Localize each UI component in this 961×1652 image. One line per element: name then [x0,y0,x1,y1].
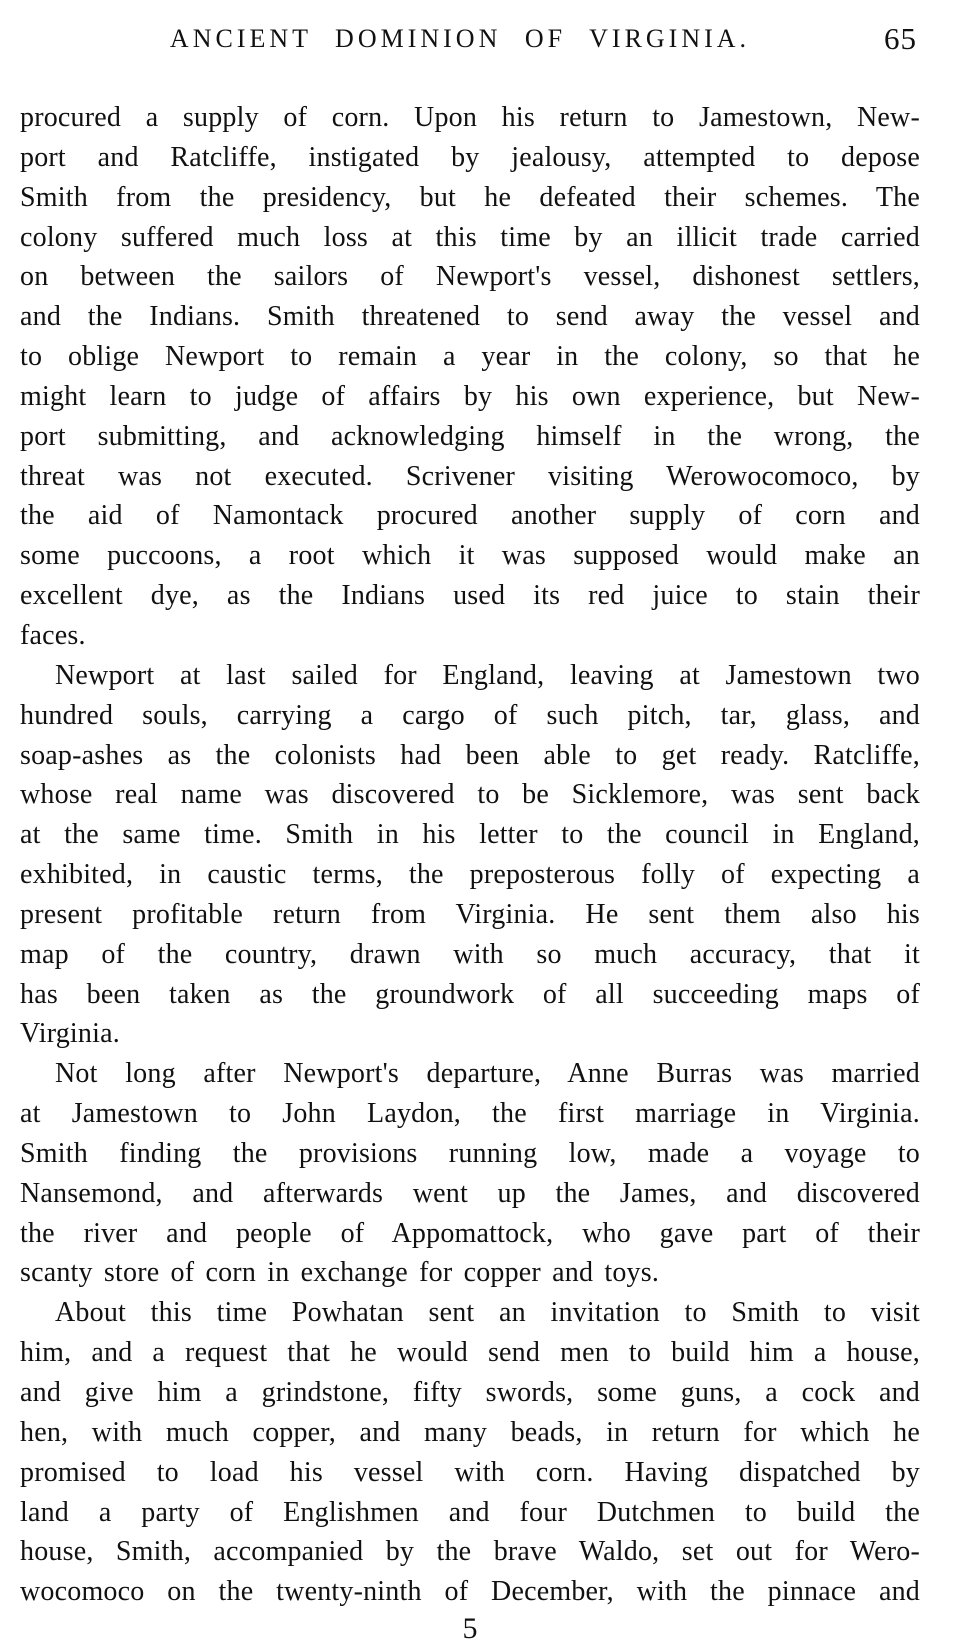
text-line: whose real name was discovered to be Sicklemore, was sent back [20,779,920,811]
text-line: Newport at last sailed for England, leaving at Jamestown two [55,659,920,691]
text-line: Not long after Newport's departure, Anne Burras was married [55,1058,920,1090]
text-line: land a party of Englishmen and four Dutchmen to build the [20,1496,920,1528]
paragraph [20,656,920,1054]
signature-mark: 5 [462,1612,478,1645]
text-line: Smith from the presidency, but he defeated their schemes. The [20,181,920,213]
text-line: promised to load his vessel with corn. Having dispatched by [20,1456,920,1488]
text-line: to oblige Newport to remain a year in the colony, so that he [20,341,920,373]
text-line: at Jamestown to John Laydon, the first marriage in Virginia. [20,1098,920,1130]
text-line: Nansemond, and afterwards went up the James, and discovered [20,1177,920,1209]
running-header: ANCIENT DOMINION OF VIRGINIA. [169,24,751,53]
text-line: wocomoco on the twenty-ninth of December, with the pinnace and [20,1576,920,1608]
text-line: and give him a grindstone, fifty swords, some guns, a cock and [20,1377,920,1408]
text-line: the aid of Namontack procured another supply of corn and [20,500,920,532]
text-line: the river and people of Appomattock, who gave part of their [20,1217,920,1249]
paragraph [20,1054,920,1293]
text-line: port and Ratcliffe, instigated by jealousy, attempted to depose [20,141,920,173]
paragraph [20,98,920,656]
text-line: scanty store of corn in exchange for copper and toys. [20,1257,660,1289]
text-line: port submitting, and acknowledging himself in the wrong, the [20,420,920,452]
text-line: some puccoons, a root which it was supposed would make an [20,540,920,572]
text-line: has been taken as the groundwork of all succeeding maps of [20,978,920,1010]
text-line: hundred souls, carrying a cargo of such pitch, tar, glass, and [20,699,920,731]
text-line: exhibited, in caustic terms, the preposterous folly of expecting a [20,859,920,891]
text-line: Smith finding the provisions running low, made a voyage to [20,1137,920,1169]
text-line: him, and a request that he would send men to build him a house, [20,1337,920,1369]
text-line: map of the country, drawn with so much accuracy, that it [20,938,920,970]
text-line: soap-ashes as the colonists had been able to get ready. Ratcliffe, [20,739,920,771]
text-line: faces. [20,619,86,651]
page-number: 65 [884,21,917,56]
text-line: hen, with much copper, and many beads, in return for which he [20,1416,920,1448]
page-body [20,98,920,1612]
text-line: and the Indians. Smith threatened to send away the vessel and [20,301,920,333]
paragraph [20,1293,920,1612]
text-line: colony suffered much loss at this time by an illicit trade carried [20,221,920,253]
text-line: might learn to judge of affairs by his own experience, but New- [20,380,920,412]
text-line: About this time Powhatan sent an invitation to Smith to visit [55,1297,920,1329]
text-line: on between the sailors of Newport's vessel, dishonest settlers, [20,261,920,293]
text-line: procured a supply of corn. Upon his return to Jamestown, New- [20,102,920,133]
text-line: present profitable return from Virginia. He sent them also his [20,898,920,930]
text-line: Virginia. [20,1018,120,1050]
text-line: house, Smith, accompanied by the brave Waldo, set out for Wero- [20,1536,920,1568]
text-line: excellent dye, as the Indians used its red juice to stain their [20,580,920,612]
text-line: at the same time. Smith in his letter to the council in England, [20,819,920,851]
text-line: threat was not executed. Scrivener visiting Werowocomoco, by [20,460,920,492]
